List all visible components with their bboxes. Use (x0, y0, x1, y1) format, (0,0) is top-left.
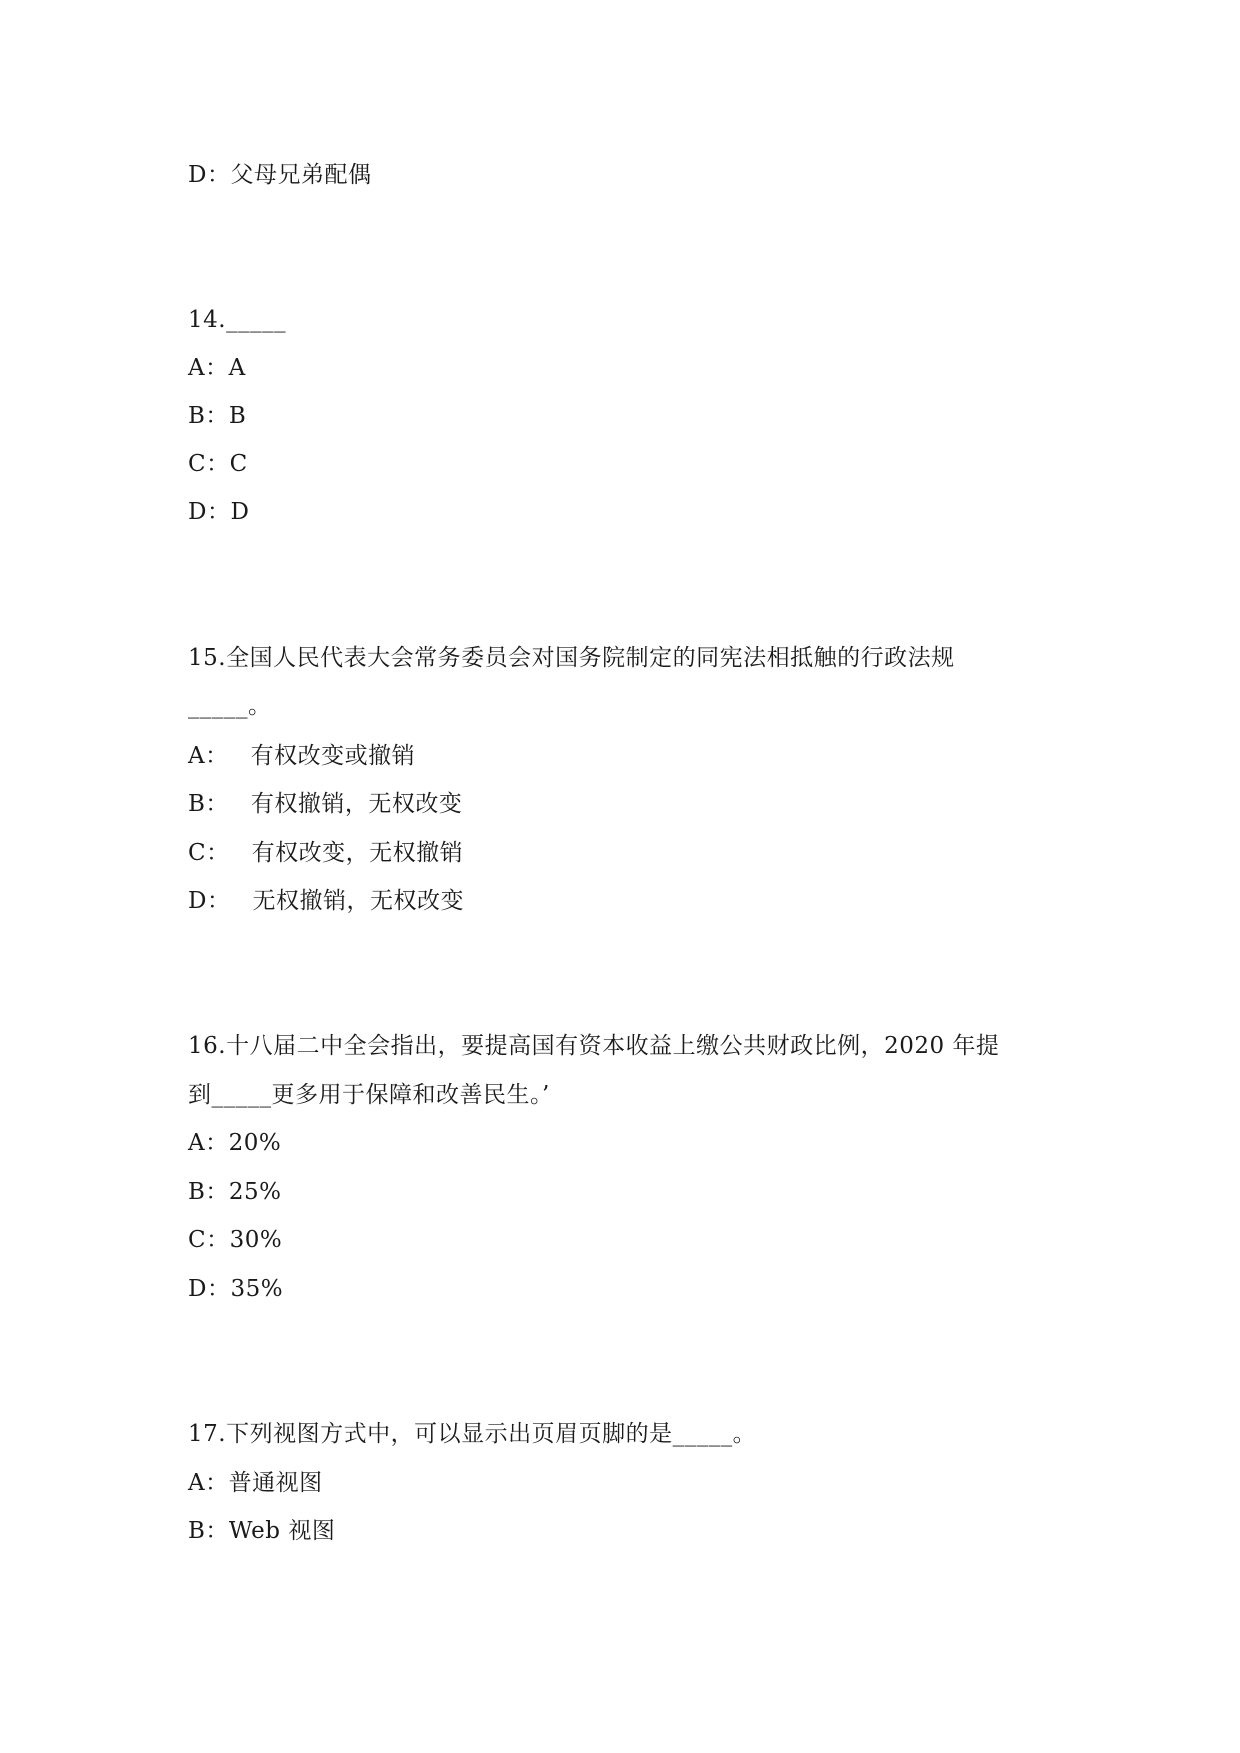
option-text: C (229, 451, 248, 477)
option-text: A (228, 355, 246, 381)
option-label: C： (188, 1227, 230, 1253)
question-number: 14. (188, 307, 227, 333)
option-text: 35% (230, 1276, 284, 1302)
question-14-option-d (188, 497, 249, 527)
option-text: 有权改变或撤销 (250, 743, 416, 769)
question-17-stem (188, 1419, 756, 1449)
question-14-option-a (188, 353, 246, 383)
option-text: D (230, 499, 250, 525)
question-16-option-d (188, 1274, 283, 1304)
option-text: 父母兄弟配偶 (230, 162, 372, 188)
option-label: C： (188, 451, 230, 477)
option-label: C： (188, 840, 230, 866)
option-label: B： (188, 403, 229, 429)
question-14-stem (188, 305, 286, 335)
question-number: 15. (188, 645, 227, 671)
question-17-option-b (188, 1516, 335, 1546)
question-stem: _____。 (188, 693, 272, 719)
option-label: B： (188, 1179, 229, 1205)
option-label: A： (188, 743, 229, 769)
question-16-stem-cont (188, 1080, 550, 1110)
question-17-option-a (188, 1468, 323, 1498)
option-text: 20% (228, 1130, 282, 1156)
question-stem: 到_____更多用于保障和改善民生。’ (188, 1082, 550, 1108)
question-15-option-a (188, 741, 415, 771)
question-15-option-d (188, 886, 464, 916)
question-stem: 全国人民代表大会常务委员会对国务院制定的同宪法相抵触的行政法规 (226, 645, 955, 671)
question-stem: 下列视图方式中，可以显示出页眉页脚的是_____。 (226, 1421, 757, 1447)
option-label: B： (188, 791, 229, 817)
option-text: 有权改变，无权撤销 (251, 840, 464, 866)
option-label: D： (188, 162, 231, 188)
option-label: D： (188, 888, 231, 914)
question-stem: _____ (226, 307, 287, 333)
question-number: 16. (188, 1033, 227, 1059)
option-text: 有权撤销，无权改变 (250, 791, 463, 817)
carryover-option-d (188, 160, 371, 190)
question-16-option-a (188, 1128, 281, 1158)
option-text: 25% (228, 1179, 282, 1205)
question-15-option-c (188, 838, 463, 868)
option-label: D： (188, 499, 231, 525)
option-label: A： (188, 355, 229, 381)
question-16-stem (188, 1031, 999, 1061)
question-15-stem-cont (188, 691, 272, 721)
option-text: 30% (229, 1227, 283, 1253)
option-label: A： (188, 1470, 229, 1496)
question-14-option-b (188, 401, 246, 431)
option-text: 无权撤销，无权改变 (252, 888, 464, 914)
question-16-option-c (188, 1225, 282, 1255)
option-text: 普通视图 (228, 1470, 323, 1496)
option-label: A： (188, 1130, 229, 1156)
option-label: B： (188, 1518, 229, 1544)
question-14-option-c (188, 449, 248, 479)
question-number: 17. (188, 1421, 227, 1447)
option-text: B (228, 403, 247, 429)
question-15-option-b (188, 789, 462, 819)
question-16-option-b (188, 1177, 282, 1207)
option-text: Web 视图 (228, 1518, 336, 1544)
option-label: D： (188, 1276, 231, 1302)
question-15-stem (188, 643, 955, 673)
question-stem: 十八届二中全会指出，要提高国有资本收益上缴公共财政比例，2020 年提 (226, 1033, 1000, 1059)
